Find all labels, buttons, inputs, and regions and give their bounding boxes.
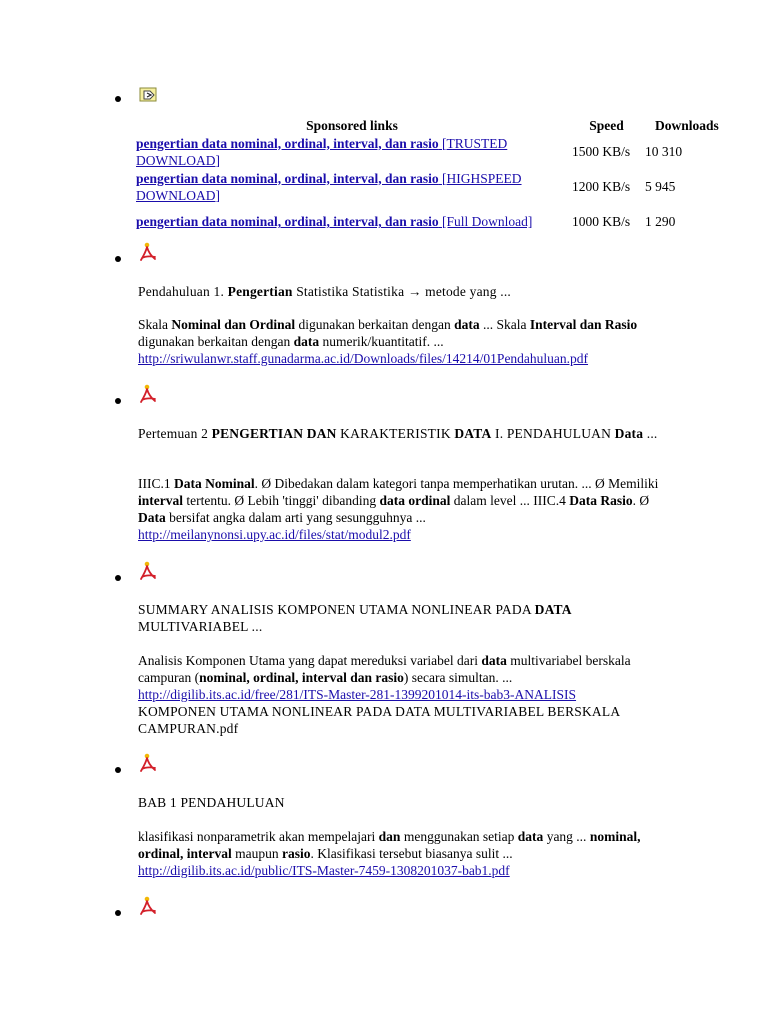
downloads-header: Downloads [655, 118, 719, 133]
list-bullet [115, 256, 121, 262]
sponsored-heading: Sponsored links [306, 118, 398, 133]
sponsored-link-3[interactable]: pengertian data nominal, ordinal, interval, dan rasio [Full Download] [136, 214, 533, 229]
speed-value: 1000 KB/s [572, 214, 631, 229]
pdf-icon[interactable] [139, 242, 157, 264]
speed-value: 1200 KB/s [572, 179, 631, 194]
downloads-value: 1 290 [645, 214, 676, 229]
result-title: Pendahuluan 1. Pengertian Statistika Statistika → metode yang ... [138, 284, 511, 299]
downloads-value: 5 945 [645, 179, 676, 194]
list-bullet [115, 910, 121, 916]
sponsored-link-2[interactable]: pengertian data nominal, ordinal, interval, dan rasio [HIGHSPEED DOWNLOAD] [136, 170, 522, 203]
result-snippet: klasifikasi nonparametrik akan mempelajari dan menggunakan setiap data yang ... nominal, ordinal, interval maupun rasio. Klasifikasi tersebut biasanya sulit ... http://digilib.its.ac.id/public/ITS-Master-7459-1308201037-bab1.pdf [138, 829, 641, 878]
list-bullet [115, 398, 121, 404]
downloads-value: 10 310 [645, 144, 683, 159]
result-title: BAB 1 PENDAHULUAN [138, 795, 285, 810]
result-url-link[interactable]: http://sriwulanwr.staff.gunadarma.ac.id/Downloads/files/14214/01Pendahuluan.pdf [138, 351, 589, 366]
result-snippet: IIIC.1 Data Nominal. Ø Dibedakan dalam kategori tanpa memperhatikan urutan. ... Ø Memiliki interval tertentu. Ø Lebih 'tinggi' dibanding data ordinal dalam level ... IIIC.4 Data Rasio. Ø Data bersifat angka dalam arti yang sesungguhnya ... http://meilanynonsi.upy.ac.id/files/stat/modul2.pdf [138, 476, 659, 542]
result-snippet: Analisis Komponen Utama yang dapat mereduksi variabel dari data multivariabel berskala campuran (nominal, ordinal, interval dan rasio) secara simultan. ... http://digilib.its.ac.id/free/281/ITS-Master-281-1399201014-its-bab3-ANALISIS KOMPONEN UTAMA NONLINEAR PADA DATA MULTIVARIABEL BERSKALA CAMPURAN.pdf [138, 653, 631, 736]
sponsored-links-table [136, 117, 719, 239]
table-row [136, 134, 719, 169]
result-title: Pertemuan 2 PENGERTIAN DAN KARAKTERISTIK DATA I. PENDAHULUAN Data ... [138, 426, 658, 441]
sponsored-link-icon [139, 86, 159, 103]
sponsored-link-1[interactable]: pengertian data nominal, ordinal, interval, dan rasio [TRUSTED DOWNLOAD] [136, 135, 508, 168]
result-url-link[interactable]: http://meilanynonsi.upy.ac.id/files/stat/modul2.pdf [138, 527, 411, 542]
result-url-link[interactable]: http://digilib.its.ac.id/public/ITS-Master-7459-1308201037-bab1.pdf [138, 863, 510, 878]
speed-value: 1500 KB/s [572, 144, 631, 159]
pdf-icon[interactable] [139, 896, 157, 918]
list-bullet [115, 96, 121, 102]
speed-header: Speed [589, 118, 624, 133]
result-snippet: Skala Nominal dan Ordinal digunakan berkaitan dengan data ... Skala Interval dan Rasio digunakan berkaitan dengan data numerik/kuantitatif. ... http://sriwulanwr.staff.gunadarma.ac.id/Downloads/files/14214/01Pendahuluan.pdf [138, 317, 638, 366]
table-row [136, 204, 719, 239]
result-title: SUMMARY ANALISIS KOMPONEN UTAMA NONLINEAR PADA DATA MULTIVARIABEL ... [138, 602, 572, 634]
table-row [136, 169, 719, 204]
result-url-link[interactable]: http://digilib.its.ac.id/free/281/ITS-Master-281-1399201014-its-bab3-ANALISIS [138, 687, 577, 702]
pdf-icon[interactable] [139, 753, 157, 775]
pdf-icon[interactable] [139, 384, 157, 406]
result-url-tail: KOMPONEN UTAMA NONLINEAR PADA DATA MULTIVARIABEL BERSKALA CAMPURAN.pdf [138, 704, 620, 736]
list-bullet [115, 575, 121, 581]
pdf-icon[interactable] [139, 561, 157, 583]
list-bullet [115, 767, 121, 773]
